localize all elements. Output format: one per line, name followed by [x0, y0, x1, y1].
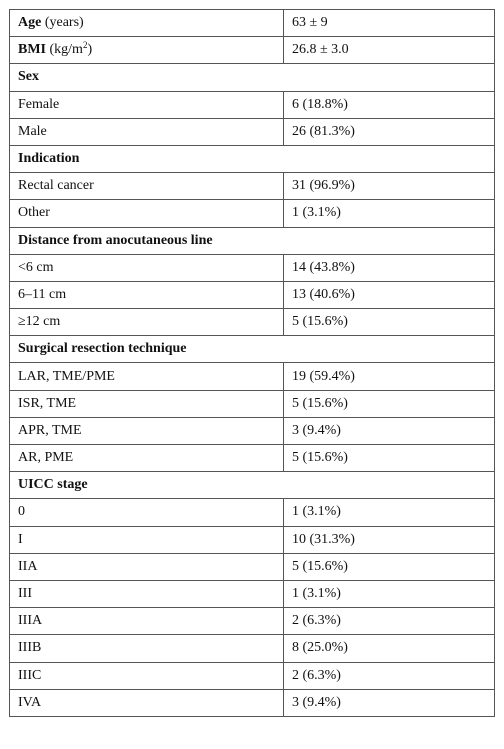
table-row [10, 173, 495, 200]
section-title: Surgical resection technique [10, 336, 495, 363]
table-row [10, 281, 495, 308]
row-value: 5 (15.6%) [283, 445, 494, 472]
row-label: Female [10, 91, 284, 118]
row-value: 1 (3.1%) [283, 580, 494, 607]
section-header-row [10, 472, 495, 499]
table-row [10, 499, 495, 526]
table-row [10, 553, 495, 580]
section-header-row [10, 145, 495, 172]
row-label: IVA [10, 689, 284, 716]
row-label: LAR, TME/PME [10, 363, 284, 390]
bmi-label-unit: (kg/m [46, 42, 83, 58]
row-value: 3 (9.4%) [283, 689, 494, 716]
table-row [10, 580, 495, 607]
table-row [10, 608, 495, 635]
row-value: 31 (96.9%) [283, 173, 494, 200]
section-title: Sex [10, 64, 495, 91]
table-row [10, 118, 495, 145]
age-label-unit: (years) [41, 15, 84, 31]
table-row [10, 390, 495, 417]
row-value: 10 (31.3%) [283, 526, 494, 553]
section-header-row [10, 64, 495, 91]
row-label: Other [10, 200, 284, 227]
row-value: 26 (81.3%) [283, 118, 494, 145]
row-label: IIIC [10, 662, 284, 689]
row-label: APR, TME [10, 417, 284, 444]
patient-characteristics-table [9, 9, 495, 717]
row-value: 5 (15.6%) [283, 390, 494, 417]
table-row [10, 635, 495, 662]
table-row [10, 309, 495, 336]
bmi-label-bold: BMI [18, 42, 46, 58]
age-label [10, 10, 284, 37]
bmi-label-close: ) [87, 42, 93, 58]
section-title: UICC stage [10, 472, 495, 499]
row-label: 0 [10, 499, 284, 526]
table-row [10, 445, 495, 472]
section-header-row [10, 336, 495, 363]
row-label: <6 cm [10, 254, 284, 281]
section-title: Indication [10, 145, 495, 172]
row-value: 2 (6.3%) [283, 662, 494, 689]
table-row [10, 200, 495, 227]
row-value: 13 (40.6%) [283, 281, 494, 308]
row-label: Male [10, 118, 284, 145]
age-value: 63 ± 9 [283, 10, 494, 37]
bmi-label [10, 37, 284, 64]
row-label: 6–11 cm [10, 281, 284, 308]
age-label-bold: Age [18, 15, 42, 31]
row-value: 8 (25.0%) [283, 635, 494, 662]
row-value: 2 (6.3%) [283, 608, 494, 635]
bmi-label-superscript: 2 [82, 40, 88, 51]
section-title: Distance from anocutaneous line [10, 227, 495, 254]
row-value: 5 (15.6%) [283, 553, 494, 580]
row-label: ISR, TME [10, 390, 284, 417]
row-label: AR, PME [10, 445, 284, 472]
table-row [10, 689, 495, 716]
table-row [10, 526, 495, 553]
row-value: 19 (59.4%) [283, 363, 494, 390]
table-container [9, 9, 495, 717]
section-header-row [10, 227, 495, 254]
row-label: Rectal cancer [10, 173, 284, 200]
table-row-bmi [10, 37, 495, 64]
row-label: IIIA [10, 608, 284, 635]
table-row [10, 254, 495, 281]
table-row-age [10, 10, 495, 37]
table-body [10, 10, 495, 717]
row-value: 5 (15.6%) [283, 309, 494, 336]
row-label: III [10, 580, 284, 607]
row-value: 1 (3.1%) [283, 200, 494, 227]
row-value: 6 (18.8%) [283, 91, 494, 118]
table-row [10, 363, 495, 390]
table-row [10, 91, 495, 118]
row-value: 3 (9.4%) [283, 417, 494, 444]
row-label: IIIB [10, 635, 284, 662]
table-row [10, 662, 495, 689]
row-label: I [10, 526, 284, 553]
table-row [10, 417, 495, 444]
row-value: 1 (3.1%) [283, 499, 494, 526]
row-label: IIA [10, 553, 284, 580]
row-value: 14 (43.8%) [283, 254, 494, 281]
bmi-value: 26.8 ± 3.0 [283, 37, 494, 64]
row-label: ≥12 cm [10, 309, 284, 336]
